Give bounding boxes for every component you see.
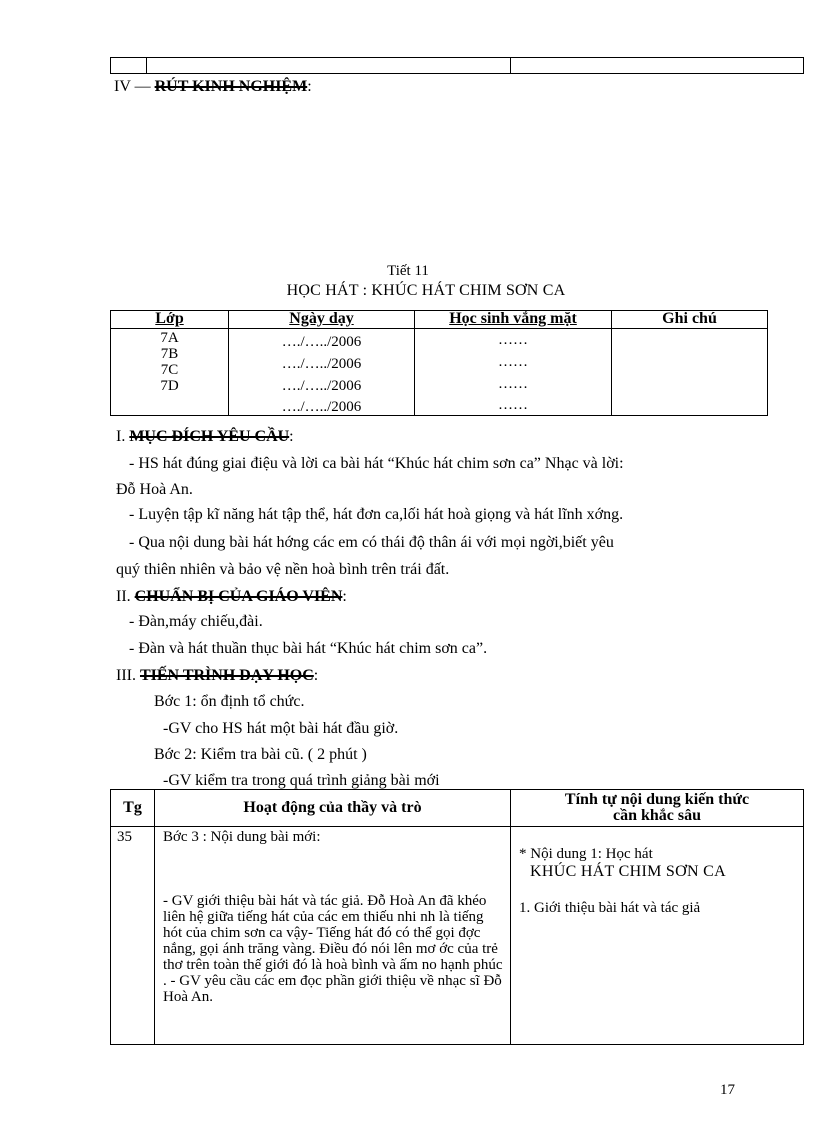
header-class: Lớp bbox=[111, 311, 229, 329]
date-7b: …./…../2006 bbox=[281, 356, 362, 372]
absent-7d: …… bbox=[498, 397, 528, 413]
section-i-colon: : bbox=[289, 428, 294, 445]
date-list bbox=[229, 329, 415, 416]
activity-cell bbox=[155, 827, 511, 1045]
content-1: * Nội dung 1: Học hát bbox=[519, 846, 653, 862]
section-ii-colon: : bbox=[342, 588, 347, 605]
step3: Bớc 3 : Nội dung bài mới: bbox=[163, 829, 321, 845]
class-7b: 7B bbox=[160, 346, 179, 362]
absent-7c: …… bbox=[498, 376, 528, 392]
absent-7a: …… bbox=[498, 332, 528, 348]
activity-table bbox=[110, 789, 804, 1045]
section-iii-colon: : bbox=[313, 667, 319, 684]
class-7d: 7D bbox=[160, 378, 179, 394]
section-ii-heading bbox=[116, 588, 347, 606]
class-list bbox=[111, 329, 229, 416]
absent-list bbox=[415, 329, 612, 416]
header-date: Ngày dạy bbox=[229, 311, 415, 329]
section-i-line3: - Luyện tập kĩ năng hát tập thể, hát đơn ca,lối hát hoà giọng và hát lĩnh xớng. bbox=[129, 506, 624, 523]
section-ii-line1: - Đàn,máy chiếu,đài. bbox=[129, 613, 263, 630]
section-i-line4: - Qua nội dung bài hát hớng các em có thái độ thân ái với mọi ngời,biết yêu bbox=[129, 534, 614, 551]
header-note: Ghi chú bbox=[612, 311, 768, 329]
content-cell bbox=[511, 827, 804, 1045]
date-7c: …./…../2006 bbox=[281, 378, 362, 394]
class-7a: 7A bbox=[160, 330, 179, 346]
header-content: Tính tự nội dung kiến thức cần khắc sâu bbox=[511, 790, 804, 827]
header-activity: Hoạt động của thầy và trò bbox=[155, 790, 511, 827]
section-i-roman: I. bbox=[116, 428, 126, 445]
header-absent: Học sinh vắng mặt bbox=[415, 311, 612, 329]
step1-detail: -GV cho HS hát một bài hát đầu giờ. bbox=[163, 720, 399, 737]
section-ii-roman: II. bbox=[116, 588, 131, 605]
section-i-line1: - HS hát đúng giai điệu và lời ca bài hát “Khúc hát chim sơn ca” Nhạc và lời: bbox=[129, 455, 624, 472]
content-3: 1. Giới thiệu bài hát và tác giả bbox=[519, 900, 701, 916]
section-i-heading bbox=[116, 428, 294, 446]
attendance-table bbox=[110, 310, 768, 416]
time-cell: 35 bbox=[111, 827, 155, 1045]
date-7d: …./…../2006 bbox=[281, 399, 362, 413]
step2-detail: -GV kiểm tra trong quá trình giảng bài mới bbox=[163, 772, 440, 789]
section-i-line5: quý thiên nhiên và bảo vệ nền hoà bình trên trái đất. bbox=[116, 561, 450, 578]
section-iv-title: RÚT KINH NGHIỆM bbox=[154, 78, 308, 95]
header-time: Tg bbox=[111, 790, 155, 827]
absent-7b: …… bbox=[498, 354, 528, 370]
top-table-remnant bbox=[110, 57, 804, 74]
remnant-cell-2 bbox=[147, 58, 511, 74]
activity-text: - GV giới thiệu bài hát và tác giả. Đỗ Hoà An đã khéo liên hệ giữa tiếng hát của các em thiếu nhi nh là tiếng hót của chim sơn ca vậy- Tiếng hát đó có thể gọi đợc nắng, gọi ánh trăng vàng. Điều đó nói lên mơ ớc của trẻ thơ trên toàn thế giới đó là hoà bình và ấm no hạnh phúc . - GV yêu cầu các em đọc phần giới thiệu về nhạc sĩ Đỗ Hoà An. bbox=[163, 893, 503, 1005]
remnant-cell-3 bbox=[511, 58, 804, 74]
remnant-cell-1 bbox=[111, 58, 147, 74]
section-iv-colon: : bbox=[307, 78, 312, 95]
section-iii-title: TIẾN TRÌNH DẠY HỌC bbox=[139, 667, 314, 684]
note-cell bbox=[612, 329, 768, 416]
step1: Bớc 1: ổn định tổ chức. bbox=[154, 693, 305, 710]
page-number: 17 bbox=[720, 1082, 735, 1098]
class-7c: 7C bbox=[160, 362, 179, 378]
step2: Bớc 2: Kiểm tra bài cũ. ( 2 phút ) bbox=[154, 746, 367, 763]
section-i-title: MỤC ĐÍCH YÊU CẦU bbox=[129, 428, 290, 445]
lesson-number: Tiết 11 bbox=[387, 263, 429, 279]
section-i-line2: Đỗ Hoà An. bbox=[116, 481, 193, 498]
section-iii-roman: III. bbox=[116, 667, 136, 684]
section-ii-line2: - Đàn và hát thuần thục bài hát “Khúc hát chim sơn ca”. bbox=[129, 640, 488, 657]
section-iv-roman: IV — bbox=[114, 78, 151, 95]
content-2: KHÚC HÁT CHIM SƠN CA bbox=[530, 863, 726, 880]
section-ii-title: CHUẨN BỊ CỦA GIÁO VIÊN bbox=[134, 588, 343, 605]
lesson-title: HỌC HÁT : KHÚC HÁT CHIM SƠN CA bbox=[286, 282, 566, 299]
section-iii-heading bbox=[116, 667, 318, 685]
date-7a: …./…../2006 bbox=[281, 334, 362, 350]
section-iv-heading bbox=[114, 78, 312, 96]
